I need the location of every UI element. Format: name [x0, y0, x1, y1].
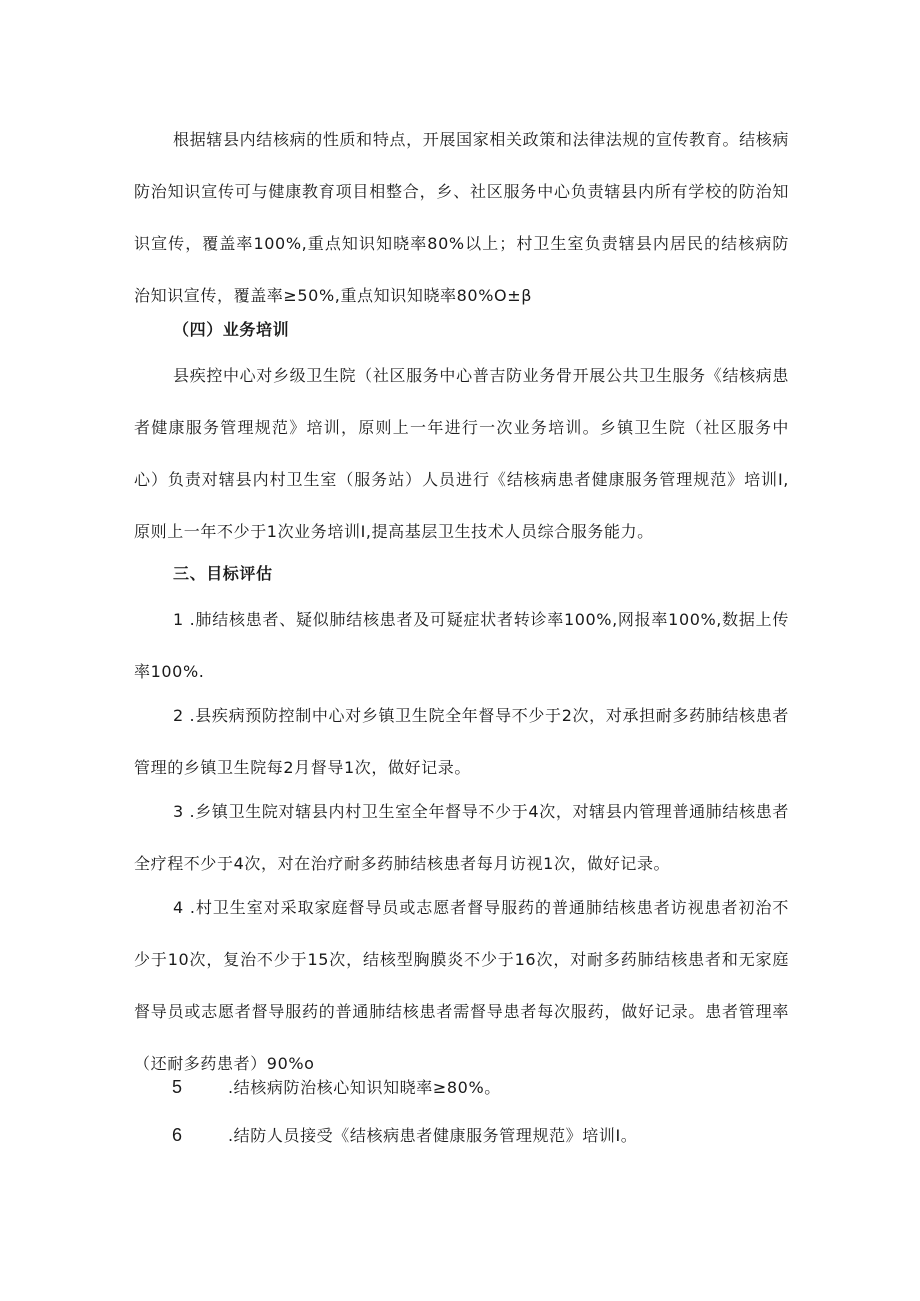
list-item-5 [134, 1075, 789, 1100]
section-heading-evaluation: 三、目标评估 [173, 564, 273, 583]
list-item-5-number: 5 [172, 1077, 183, 1097]
list-item-1 [134, 594, 789, 698]
list-item-3 [134, 786, 789, 890]
paragraph-training-text: 县疾控中心对乡级卫生院（社区服务中心普吉防业务骨开展公共卫生服务《结核病患者健康服务管理规范》培训，原则上一年进行一次业务培训。乡镇卫生院（社区服务中心）负责对辖县内村卫生室（服务站）人员进行《结核病患者健康服务管理规范》培训I,原则上一年不少于1次业务培训I,提高基层卫生技术人员综合服务能力。 [134, 366, 789, 541]
paragraph-publicity [134, 114, 789, 322]
list-item-2 [134, 690, 789, 794]
paragraph-training [134, 350, 789, 558]
list-item-1-text: 1 .肺结核患者、疑似肺结核患者及可疑症状者转诊率100%,网报率100%,数据上传率100%. [134, 610, 789, 681]
paragraph-publicity-text: 根据辖县内结核病的性质和特点，开展国家相关政策和法律法规的宣传教育。结核病防治知识宣传可与健康教育项目相整合，乡、社区服务中心负责辖县内所有学校的防治知识宣传，覆盖率100%,重点知识知晓率80%以上；村卫生室负责辖县内居民的结核病防治知识宣传，覆盖率≥50%,重点知识知晓率80%O±β [134, 130, 789, 305]
list-item-4 [134, 882, 789, 1090]
list-item-6-text: .结防人员接受《结核病患者健康服务管理规范》培训I。 [228, 1126, 638, 1145]
list-item-6-number: 6 [172, 1125, 183, 1145]
list-item-2-text: 2 .县疾病预防控制中心对乡镇卫生院全年督导不少于2次，对承担耐多药肺结核患者管理的乡镇卫生院每2月督导1次，做好记录。 [134, 706, 789, 777]
list-item-6 [134, 1123, 789, 1148]
list-item-4-text: 4 .村卫生室对采取家庭督导员或志愿者督导服药的普通肺结核患者访视患者初治不少于10次，复治不少于15次，结核型胸膜炎不少于16次，对耐多药肺结核患者和无家庭督导员或志愿者督导服药的普通肺结核患者需督导患者每次服药，做好记录。患者管理率（还耐多药患者）90%o [134, 898, 789, 1073]
section-heading-training: （四）业务培训 [173, 320, 290, 339]
list-item-3-text: 3 .乡镇卫生院对辖县内村卫生室全年督导不少于4次，对辖县内管理普通肺结核患者全疗程不少于4次，对在治疗耐多药肺结核患者每月访视1次，做好记录。 [134, 802, 789, 873]
list-item-5-text: .结核病防治核心知识知晓率≥80%。 [228, 1078, 501, 1097]
